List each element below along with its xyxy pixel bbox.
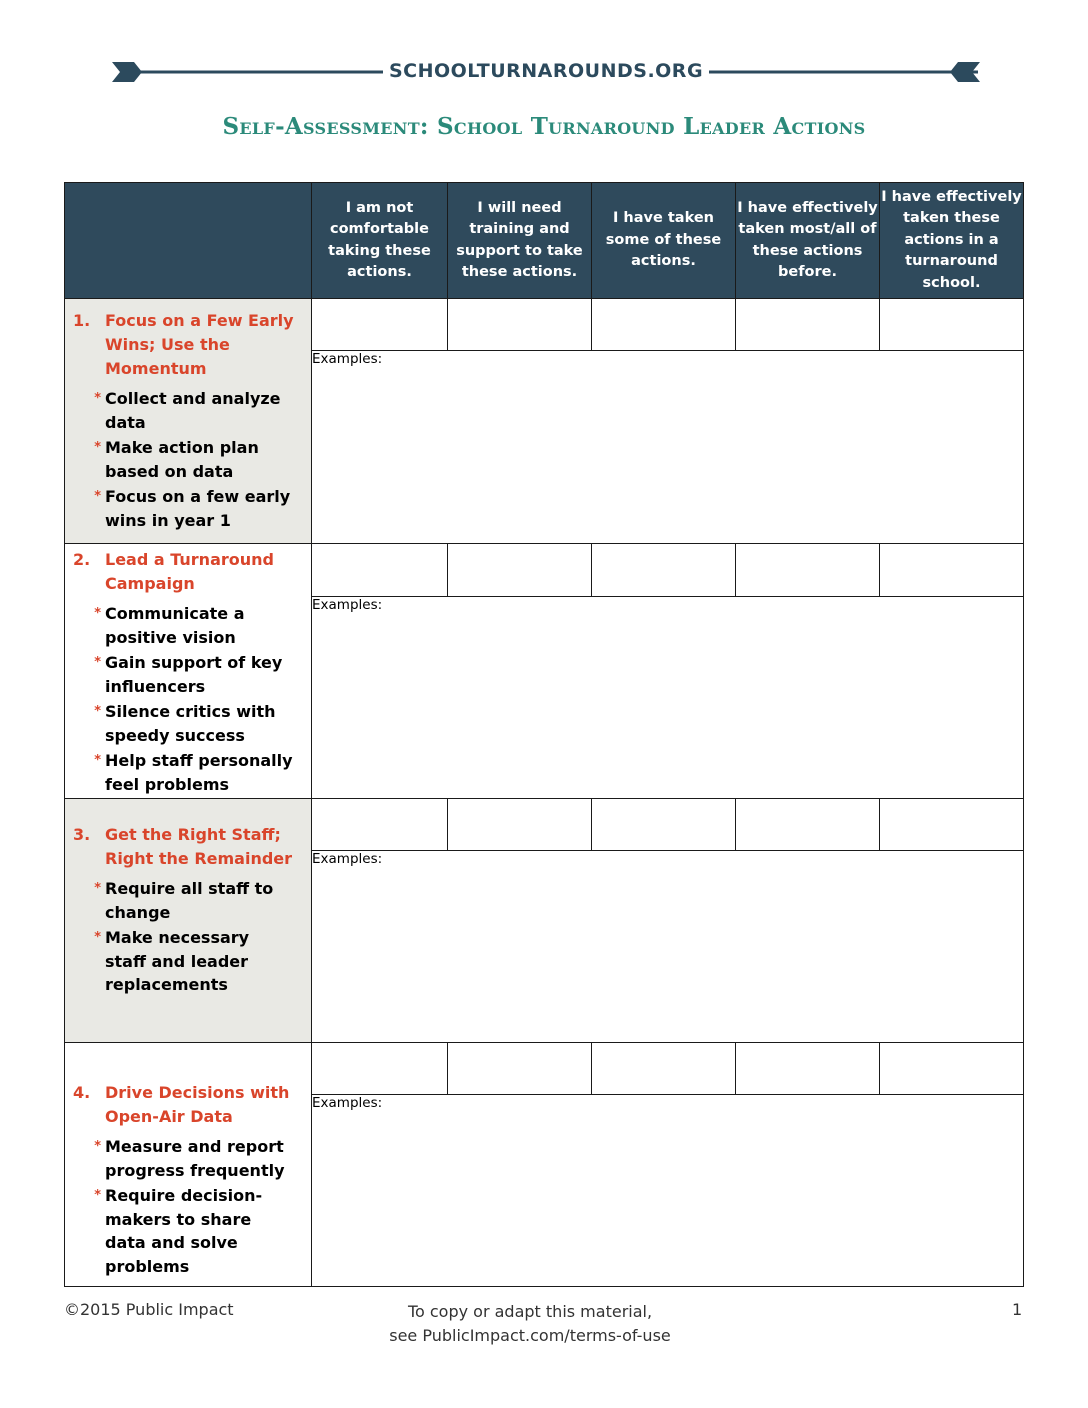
examples-label: Examples: [312,351,383,367]
header-blank [65,183,312,299]
asterisk-icon: * [94,489,101,504]
rating-box[interactable] [592,299,736,351]
column-header: I have taken some of these actions. [592,183,736,299]
rating-box[interactable] [736,799,880,851]
asterisk-icon: * [94,704,101,719]
asterisk-icon: * [94,1188,101,1203]
examples-field[interactable] [312,851,1024,1043]
assessment-table [64,182,1024,1287]
list-item: * Require all staff to change [73,877,303,924]
page-number: 1 [1012,1300,1023,1319]
rating-box[interactable] [736,544,880,597]
section-cell [65,544,312,799]
section-cell [65,799,312,1043]
asterisk-icon: * [94,606,101,621]
list-item: * Require decision-makers to share data and solve problems [73,1184,303,1278]
site-name: SCHOOLTURNAROUNDS.ORG [112,60,980,82]
rating-box[interactable] [880,544,1024,597]
list-item: * Collect and analyze data [73,387,303,434]
rating-box[interactable] [312,299,448,351]
rating-box[interactable] [880,799,1024,851]
examples-field[interactable] [312,1095,1024,1287]
section-cell [65,1043,312,1287]
examples-field[interactable] [312,351,1024,544]
examples-label: Examples: [312,597,383,614]
site-banner [112,58,980,86]
list-item: * Gain support of key influencers [73,651,303,698]
rating-box[interactable] [448,544,592,597]
list-item: * Focus on a few early wins in year 1 [73,485,303,532]
list-item: * Communicate a positive vision [73,602,303,649]
rating-box[interactable] [312,799,448,851]
column-header: I am not comfortable taking these actions. [312,183,448,299]
asterisk-icon: * [94,753,101,768]
asterisk-icon: * [94,930,101,945]
header-row [65,183,1024,299]
rating-box[interactable] [448,799,592,851]
section-title: 2. Lead a Turnaround Campaign [73,550,274,593]
examples-field[interactable] [312,597,1024,799]
list-item: * Help staff personally feel problems [73,749,303,796]
rating-box[interactable] [736,299,880,351]
rating-box[interactable] [880,1043,1024,1095]
copyright: ©2015 Public Impact [64,1300,234,1319]
asterisk-icon: * [94,881,101,896]
terms-note [330,1300,730,1348]
list-item: * Measure and report progress frequently [73,1135,303,1182]
section-cell [65,299,312,544]
rating-box[interactable] [736,1043,880,1095]
column-header: I will need training and support to take these actions. [448,183,592,299]
asterisk-icon: * [94,1139,101,1154]
terms-line: To copy or adapt this material, [407,1302,653,1321]
column-header: I have effectively taken these actions in a turnaround school. [880,183,1024,299]
list-item: * Silence critics with speedy success [73,700,303,747]
rating-box[interactable] [448,1043,592,1095]
list-item: * Make action plan based on data [73,436,303,483]
column-header: I have effectively taken most/all of these actions before. [736,183,880,299]
terms-link[interactable]: see PublicImpact.com/terms-of-use [389,1326,671,1345]
rating-box[interactable] [880,299,1024,351]
section-title: 3. Get the Right Staff; Right the Remainder [73,825,293,868]
rating-box[interactable] [592,1043,736,1095]
rating-box[interactable] [592,544,736,597]
rating-box[interactable] [312,544,448,597]
examples-label: Examples: [312,851,383,867]
page-title: Self-Assessment: School Turnaround Leader Actions [222,113,866,140]
rating-box[interactable] [312,1043,448,1095]
rating-box[interactable] [448,299,592,351]
asterisk-icon: * [94,655,101,670]
asterisk-icon: * [94,391,101,406]
asterisk-icon: * [94,440,101,455]
rating-box[interactable] [592,799,736,851]
section-title: 1. Focus on a Few Early Wins; Use the Momentum [73,311,294,378]
list-item: * Make necessary staff and leader replacements [73,926,303,997]
section-title: 4. Drive Decisions with Open-Air Data [73,1083,290,1126]
examples-label: Examples: [312,1095,383,1111]
